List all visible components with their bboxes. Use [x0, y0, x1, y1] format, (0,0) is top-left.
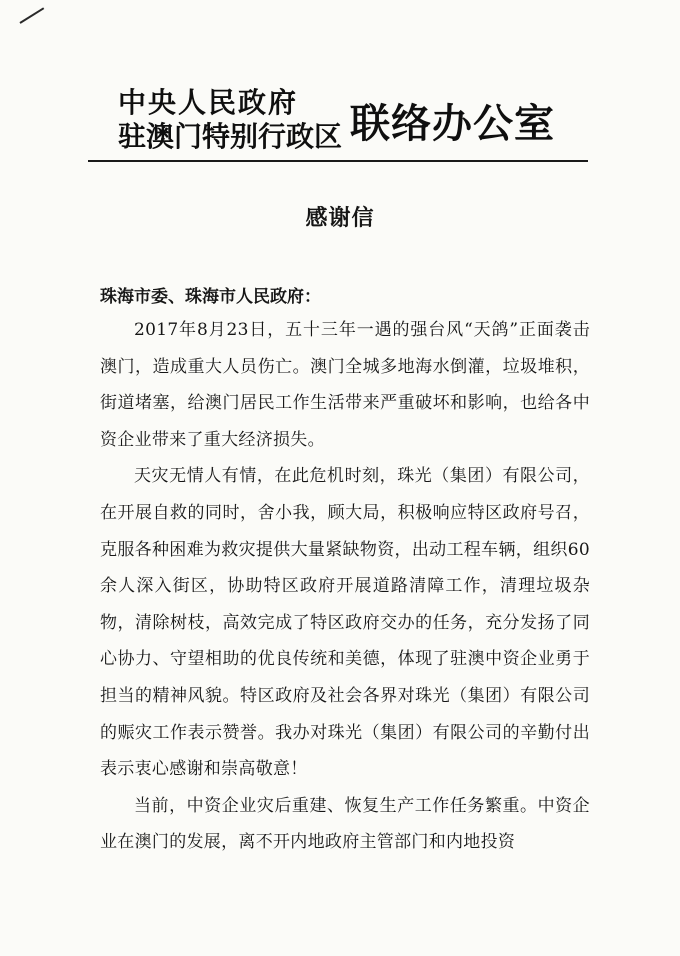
letterhead-line1: 中央人民政府 — [118, 86, 299, 119]
letter-title: 感谢信 — [305, 206, 375, 231]
letterhead-rule — [88, 160, 588, 162]
paragraph-2: 天灾无情人有情，在此危机时刻，珠光（集团）有限公司，在开展自救的同时，舍小我，顾大局，积极响应特区政府号召，克服各种困难为救灾提供大量紧缺物资，出动工程车辆，组织60余人深入街区，协助特区政府开展道路清障工作，清理垃圾杂物，清除树枝，高效完成了特区政府交办的任务，充分发扬了同心协力、守望相助的优良传统和美德，体现了驻澳中资企业勇于担当的精神风貌。特区政府及社会各界对珠光（集团）有限公司的赈灾工作表示赞誉。我办对珠光（集团）有限公司的辛勤付出表示衷心感谢和崇高敬意！ — [100, 466, 590, 780]
letterhead — [118, 86, 588, 160]
pen-mark — [19, 7, 44, 24]
letterhead-office: 联络办公室 — [350, 101, 555, 147]
letterhead-line2: 驻澳门特别行政区 — [118, 120, 343, 153]
paragraph-3: 当前，中资企业灾后重建、恢复生产工作任务繁重。中资企业在澳门的发展，离不开内地政府主管部门和内地投资 — [100, 795, 590, 853]
letterhead-left — [118, 86, 358, 154]
paragraph-1: 2017年8月23日，五十三年一遇的强台风“天鸽”正面袭击澳门，造成重大人员伤亡。澳门全城多地海水倒灌，垃圾堆积，街道堵塞，给澳门居民工作生活带来严重破坏和影响，也给各中资企业带来了重大经济损失。 — [100, 320, 590, 450]
letter-body — [100, 312, 590, 861]
salutation: 珠海市委、珠海市人民政府： — [100, 287, 321, 307]
